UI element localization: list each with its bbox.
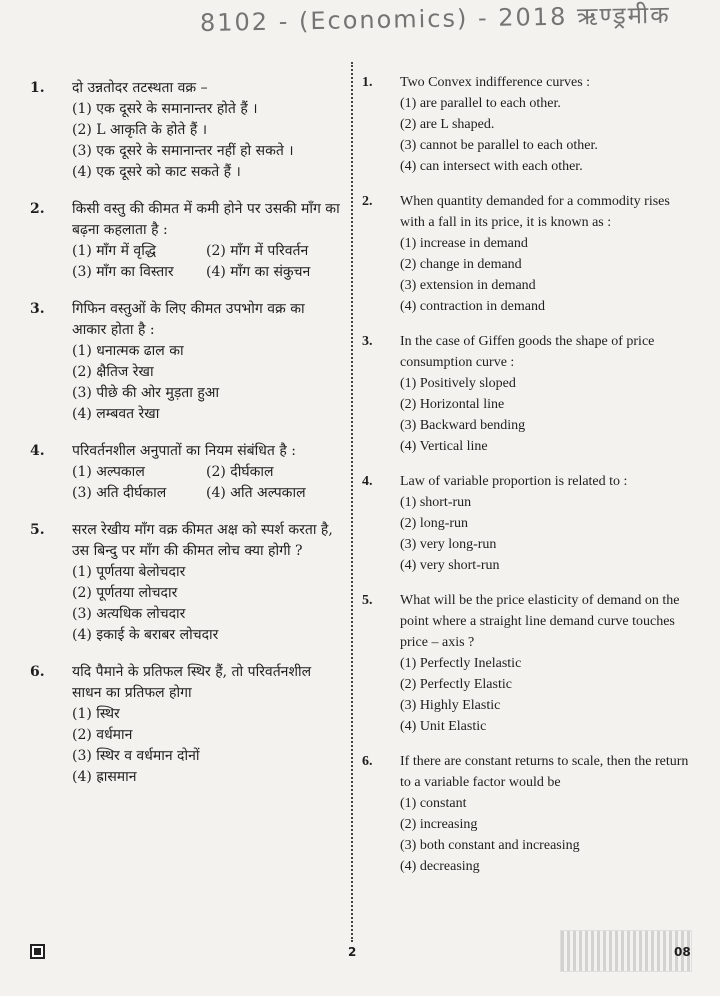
option-4: (4) लम्बवत रेखा	[72, 406, 160, 422]
question-number: 4.	[362, 474, 373, 489]
english-column	[362, 72, 692, 877]
option-3: (3) Highly Elastic	[400, 698, 501, 713]
option-4: (4) decreasing	[400, 859, 480, 874]
option-2: (2) पूर्णतया लोचदार	[72, 585, 178, 601]
question-number: 6.	[30, 664, 45, 680]
question-text: In the case of Giffen goods the shape of price consumption curve :	[400, 334, 655, 370]
question-number: 5.	[362, 593, 373, 608]
question-text: Law of variable proportion is related to :	[400, 474, 628, 489]
option-1: (1) एक दूसरे के समानान्तर होते हैं ।	[72, 101, 258, 117]
option-4: (4) can intersect with each other.	[400, 159, 583, 174]
option-2: (2) change in demand	[400, 257, 522, 272]
question-text: परिवर्तनशील अनुपातों का नियम संबंधित है :	[72, 443, 296, 459]
option-2: (2) माँग में परिवर्तन	[206, 243, 309, 259]
option-2: (2) are L shaped.	[400, 117, 495, 132]
hindi-question-2	[30, 199, 340, 283]
option-4: (4) अति अल्पकाल	[206, 485, 306, 501]
handwritten-note: 8102 - (Economics) - 2018 ऋण्ड्रमीक	[199, 0, 671, 38]
question-number: 4.	[30, 443, 45, 459]
option-4: (4) Vertical line	[400, 439, 488, 454]
question-text: सरल रेखीय माँग वक्र कीमत अक्ष को स्पर्श करता है, उस बिन्दु पर माँग की कीमत लोच क्या होगी ?	[72, 522, 333, 559]
english-question-6	[362, 751, 692, 877]
option-3: (3) पीछे की ओर मुड़ता हुआ	[72, 385, 220, 401]
barcode-stamp	[560, 930, 692, 972]
option-4: (4) contraction in demand	[400, 299, 546, 314]
question-text: गिफिन वस्तुओं के लिए कीमत उपभोग वक्र का आकार होता है :	[72, 301, 305, 338]
option-2: (2) long-run	[400, 516, 469, 531]
option-3: (3) extension in demand	[400, 278, 536, 293]
option-1: (1) constant	[400, 796, 467, 811]
english-question-4	[362, 471, 692, 576]
option-3: (3) Backward bending	[400, 418, 526, 433]
option-1: (1) स्थिर	[72, 706, 120, 722]
english-question-5	[362, 590, 692, 737]
option-1: (1) increase in demand	[400, 236, 528, 251]
question-text: If there are constant returns to scale, then the return to a variable factor would be	[400, 754, 689, 790]
hindi-question-4	[30, 441, 340, 504]
option-2: (2) Perfectly Elastic	[400, 677, 512, 692]
option-3: (3) अति दीर्घकाल	[72, 485, 167, 501]
option-4: (4) ह्रासमान	[72, 769, 137, 785]
question-text: Two Convex indifference curves :	[400, 75, 591, 90]
question-text: What will be the price elasticity of demand on the point where a straight line demand curve touches price – axis ?	[400, 593, 680, 650]
question-text: दो उन्नतोदर तटस्थता वक्र –	[72, 80, 208, 96]
option-3: (3) अत्यधिक लोचदार	[72, 606, 186, 622]
option-1: (1) short-run	[400, 495, 472, 510]
option-2: (2) Horizontal line	[400, 397, 505, 412]
page-number: 2	[348, 945, 357, 959]
option-1: (1) Perfectly Inelastic	[400, 656, 522, 671]
corner-marker	[30, 944, 45, 959]
option-4: (4) Unit Elastic	[400, 719, 487, 734]
question-text: किसी वस्तु की कीमत में कमी होने पर उसकी माँग का बढ़ना कहलाता है :	[72, 201, 340, 238]
question-text: यदि पैमाने के प्रतिफल स्थिर हैं, तो परिवर्तनशील साधन का प्रतिफल होगा	[72, 664, 312, 701]
question-number: 1.	[30, 80, 45, 96]
hindi-question-6	[30, 662, 340, 788]
option-3: (3) स्थिर व वर्धमान दोनों	[72, 748, 200, 764]
option-2: (2) क्षैतिज रेखा	[72, 364, 154, 380]
question-number: 2.	[30, 201, 45, 217]
paper-code: 08	[674, 945, 691, 959]
question-number: 1.	[362, 75, 373, 90]
option-1: (1) अल्पकाल	[72, 464, 145, 480]
question-number: 2.	[362, 194, 373, 209]
option-4: (4) एक दूसरे को काट सकते हैं ।	[72, 164, 241, 180]
option-3: (3) very long-run	[400, 537, 497, 552]
question-number: 6.	[362, 754, 373, 769]
option-3: (3) cannot be parallel to each other.	[400, 138, 598, 153]
option-1: (1) पूर्णतया बेलोचदार	[72, 564, 186, 580]
english-question-2	[362, 191, 692, 317]
question-number: 3.	[30, 301, 45, 317]
option-2: (2) दीर्घकाल	[206, 464, 274, 480]
option-4: (4) very short-run	[400, 558, 500, 573]
option-3: (3) माँग का विस्तार	[72, 264, 174, 280]
english-question-1	[362, 72, 692, 177]
option-4: (4) इकाई के बराबर लोचदार	[72, 627, 219, 643]
option-2: (2) increasing	[400, 817, 478, 832]
question-number: 5.	[30, 522, 45, 538]
option-1: (1) Positively sloped	[400, 376, 516, 391]
option-1: (1) माँग में वृद्धि	[72, 243, 157, 259]
option-2: (2) L आकृति के होते हैं ।	[72, 122, 208, 138]
option-4: (4) माँग का संकुचन	[206, 264, 311, 280]
option-1: (1) are parallel to each other.	[400, 96, 561, 111]
hindi-question-5	[30, 520, 340, 646]
option-1: (1) धनात्मक ढाल का	[72, 343, 184, 359]
option-3: (3) एक दूसरे के समानान्तर नहीं हो सकते ।	[72, 143, 294, 159]
option-3: (3) both constant and increasing	[400, 838, 580, 853]
option-2: (2) वर्धमान	[72, 727, 133, 743]
hindi-question-1	[30, 78, 340, 183]
english-question-3	[362, 331, 692, 457]
column-divider	[351, 62, 354, 942]
question-number: 3.	[362, 334, 373, 349]
question-text: When quantity demanded for a commodity rises with a fall in its price, it is known as :	[400, 194, 670, 230]
hindi-column	[30, 72, 340, 788]
hindi-question-3	[30, 299, 340, 425]
